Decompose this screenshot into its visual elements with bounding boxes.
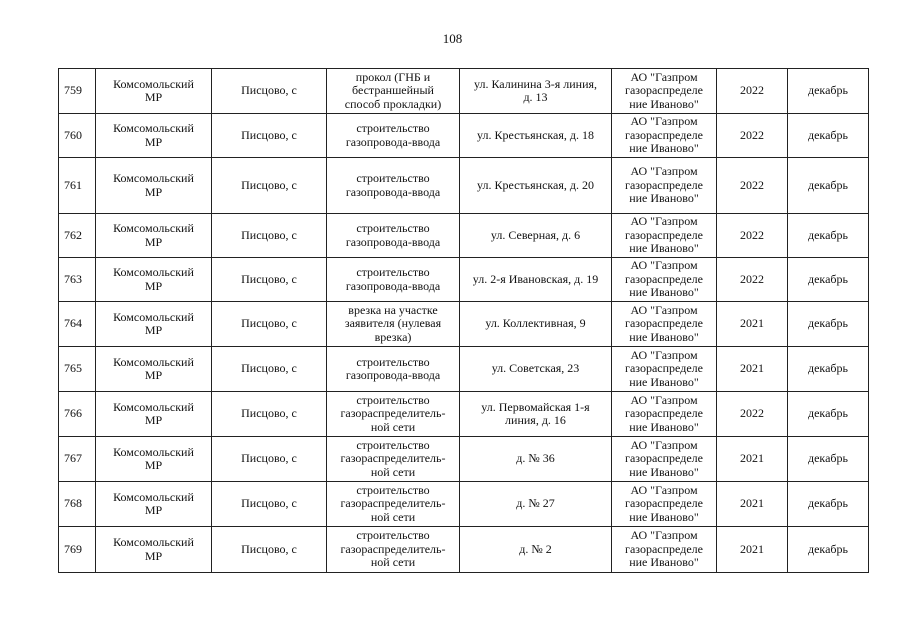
row-number: 764: [59, 302, 96, 347]
table-row: [59, 347, 869, 392]
year-cell: 2022: [717, 392, 788, 437]
row-number: 763: [59, 258, 96, 302]
month-cell: декабрь: [788, 527, 869, 573]
address-cell: д. № 27: [460, 482, 612, 527]
table-row: [59, 158, 869, 214]
work-type-cell: строительство газопровода-ввода: [327, 158, 460, 214]
page-number: 108: [442, 31, 463, 46]
district-cell: Комсомольский МР: [96, 437, 212, 482]
organization-cell: АО "Газпром газораспределе ние Иваново": [612, 527, 717, 573]
address-cell: ул. Коллективная, 9: [460, 302, 612, 347]
year-cell: 2021: [717, 347, 788, 392]
month-cell: декабрь: [788, 347, 869, 392]
address-cell: д. № 36: [460, 437, 612, 482]
row-number: 769: [59, 527, 96, 573]
table-row: [59, 114, 869, 158]
row-number: 767: [59, 437, 96, 482]
table-body: [59, 69, 869, 573]
year-cell: 2022: [717, 214, 788, 258]
organization-cell: АО "Газпром газораспределе ние Иваново": [612, 302, 717, 347]
settlement-cell: Писцово, с: [212, 347, 327, 392]
year-cell: 2022: [717, 258, 788, 302]
work-type-cell: строительство газораспределитель- ной сети: [327, 527, 460, 573]
work-type-cell: строительство газопровода-ввода: [327, 214, 460, 258]
table-row: [59, 69, 869, 114]
month-cell: декабрь: [788, 114, 869, 158]
organization-cell: АО "Газпром газораспределе ние Иваново": [612, 258, 717, 302]
organization-cell: АО "Газпром газораспределе ние Иваново": [612, 347, 717, 392]
address-cell: ул. Крестьянская, д. 18: [460, 114, 612, 158]
work-type-cell: строительство газопровода-ввода: [327, 347, 460, 392]
table-row: [59, 302, 869, 347]
row-number: 759: [59, 69, 96, 114]
work-type-cell: врезка на участке заявителя (нулевая врезка): [327, 302, 460, 347]
gasification-table: [58, 68, 869, 573]
settlement-cell: Писцово, с: [212, 392, 327, 437]
address-cell: ул. 2-я Ивановская, д. 19: [460, 258, 612, 302]
address-cell: ул. Северная, д. 6: [460, 214, 612, 258]
district-cell: Комсомольский МР: [96, 214, 212, 258]
address-cell: ул. Крестьянская, д. 20: [460, 158, 612, 214]
organization-cell: АО "Газпром газораспределе ние Иваново": [612, 158, 717, 214]
settlement-cell: Писцово, с: [212, 214, 327, 258]
table-row: [59, 437, 869, 482]
table-row: [59, 482, 869, 527]
work-type-cell: строительство газопровода-ввода: [327, 114, 460, 158]
month-cell: декабрь: [788, 69, 869, 114]
month-cell: декабрь: [788, 302, 869, 347]
organization-cell: АО "Газпром газораспределе ние Иваново": [612, 214, 717, 258]
work-type-cell: прокол (ГНБ и бестраншейный способ прокладки): [327, 69, 460, 114]
work-type-cell: строительство газопровода-ввода: [327, 258, 460, 302]
table-row: [59, 527, 869, 573]
address-cell: ул. Советская, 23: [460, 347, 612, 392]
settlement-cell: Писцово, с: [212, 114, 327, 158]
district-cell: Комсомольский МР: [96, 258, 212, 302]
address-cell: д. № 2: [460, 527, 612, 573]
district-cell: Комсомольский МР: [96, 347, 212, 392]
district-cell: Комсомольский МР: [96, 158, 212, 214]
settlement-cell: Писцово, с: [212, 527, 327, 573]
work-type-cell: строительство газораспределитель- ной сети: [327, 392, 460, 437]
year-cell: 2021: [717, 527, 788, 573]
month-cell: декабрь: [788, 482, 869, 527]
organization-cell: АО "Газпром газораспределе ние Иваново": [612, 69, 717, 114]
year-cell: 2022: [717, 69, 788, 114]
work-type-cell: строительство газораспределитель- ной сети: [327, 437, 460, 482]
district-cell: Комсомольский МР: [96, 302, 212, 347]
month-cell: декабрь: [788, 158, 869, 214]
organization-cell: АО "Газпром газораспределе ние Иваново": [612, 482, 717, 527]
district-cell: Комсомольский МР: [96, 527, 212, 573]
address-cell: ул. Калинина 3-я линия, д. 13: [460, 69, 612, 114]
month-cell: декабрь: [788, 258, 869, 302]
district-cell: Комсомольский МР: [96, 482, 212, 527]
row-number: 766: [59, 392, 96, 437]
row-number: 765: [59, 347, 96, 392]
district-cell: Комсомольский МР: [96, 392, 212, 437]
row-number: 760: [59, 114, 96, 158]
organization-cell: АО "Газпром газораспределе ние Иваново": [612, 437, 717, 482]
table-row: [59, 258, 869, 302]
organization-cell: АО "Газпром газораспределе ние Иваново": [612, 392, 717, 437]
row-number: 761: [59, 158, 96, 214]
year-cell: 2022: [717, 114, 788, 158]
address-cell: ул. Первомайская 1-я линия, д. 16: [460, 392, 612, 437]
district-cell: Комсомольский МР: [96, 69, 212, 114]
year-cell: 2022: [717, 158, 788, 214]
settlement-cell: Писцово, с: [212, 302, 327, 347]
table-row: [59, 214, 869, 258]
year-cell: 2021: [717, 482, 788, 527]
month-cell: декабрь: [788, 392, 869, 437]
settlement-cell: Писцово, с: [212, 437, 327, 482]
organization-cell: АО "Газпром газораспределе ние Иваново": [612, 114, 717, 158]
settlement-cell: Писцово, с: [212, 158, 327, 214]
row-number: 768: [59, 482, 96, 527]
settlement-cell: Писцово, с: [212, 69, 327, 114]
month-cell: декабрь: [788, 214, 869, 258]
district-cell: Комсомольский МР: [96, 114, 212, 158]
settlement-cell: Писцово, с: [212, 258, 327, 302]
table-row: [59, 392, 869, 437]
settlement-cell: Писцово, с: [212, 482, 327, 527]
month-cell: декабрь: [788, 437, 869, 482]
year-cell: 2021: [717, 437, 788, 482]
year-cell: 2021: [717, 302, 788, 347]
work-type-cell: строительство газораспределитель- ной сети: [327, 482, 460, 527]
row-number: 762: [59, 214, 96, 258]
